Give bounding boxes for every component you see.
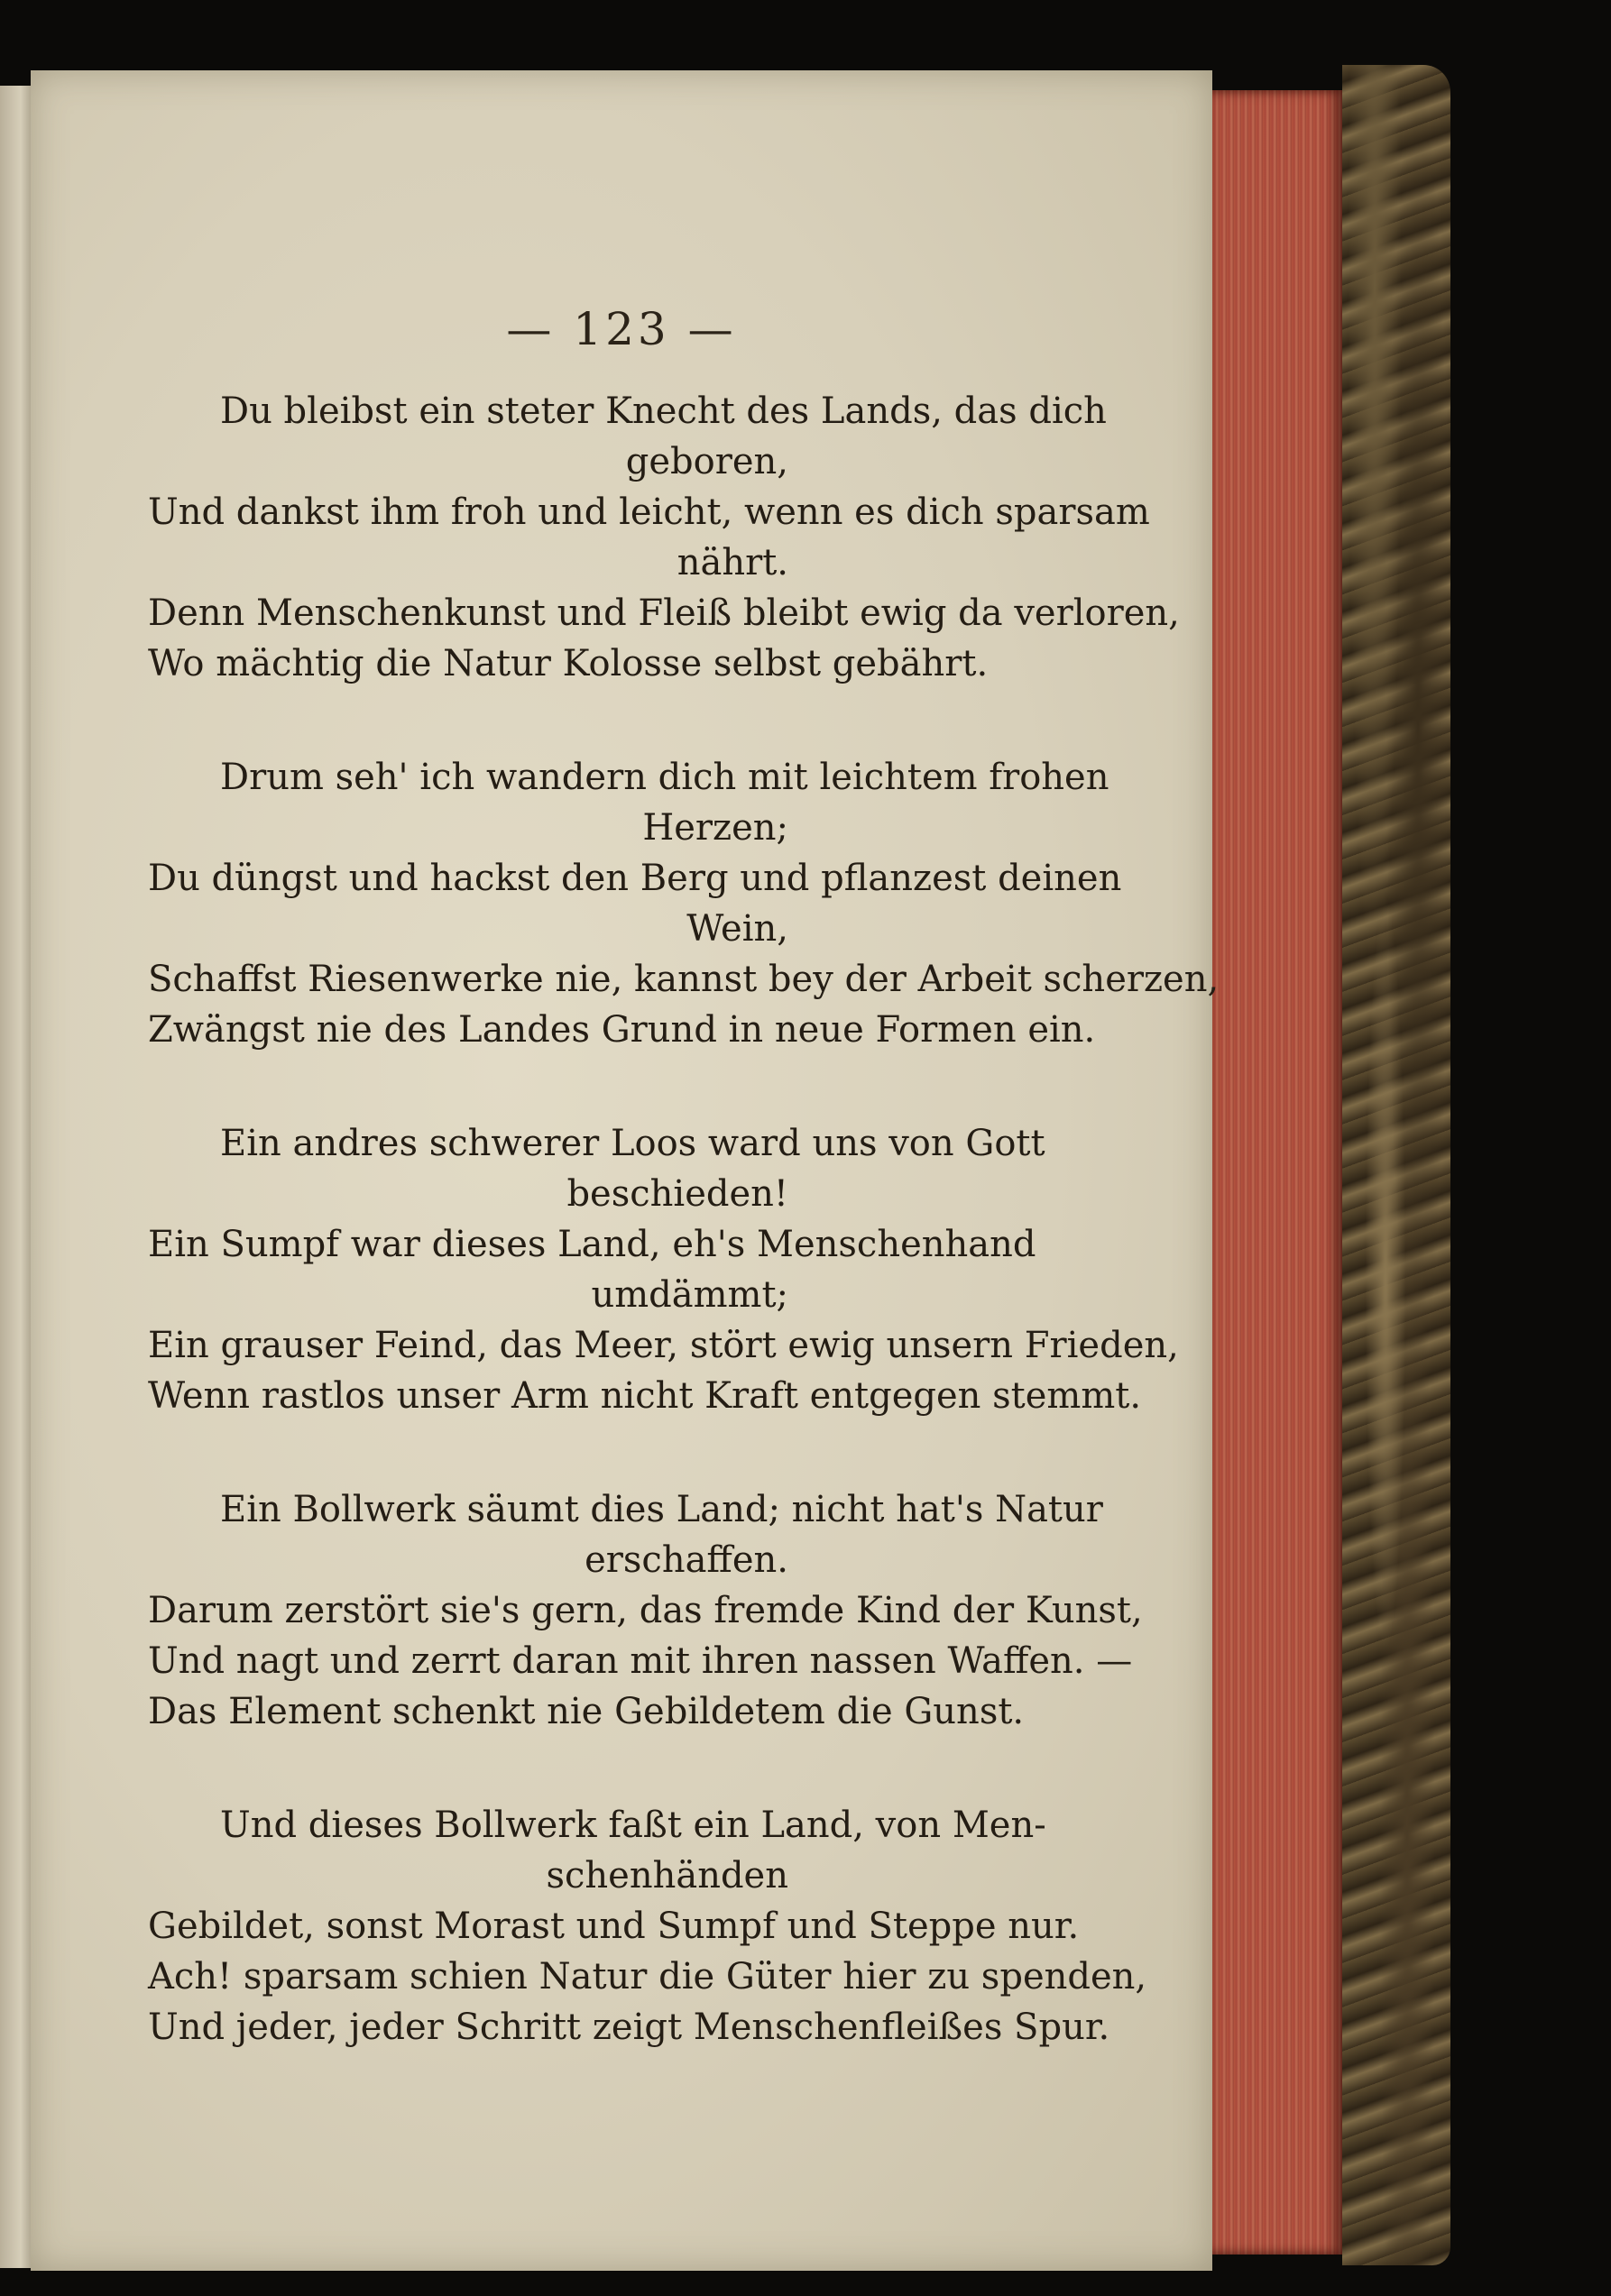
verse-runover: beschieden! <box>566 1173 788 1215</box>
verse-line: Und nagt und zerrt daran mit ihren nassen Waffen. — <box>148 1640 1133 1682</box>
verse-line: Das Element schenkt nie Gebildetem die Gunst. <box>148 1691 1025 1732</box>
verse-runover: erschaffen. <box>585 1539 788 1581</box>
book-page <box>31 70 1220 2271</box>
stanza-3 <box>31 1118 1212 1421</box>
verse-runover: schenhänden <box>546 1855 788 1896</box>
verse-runover: Herzen; <box>642 807 788 849</box>
verse-runover: nährt. <box>677 542 788 583</box>
verse-line: Und dieses Bollwerk faßt ein Land, von Men- <box>220 1805 1046 1846</box>
verse-line: Ein Bollwerk säumt dies Land; nicht hat's Natur <box>220 1489 1103 1530</box>
verse-line: Drum seh' ich wandern dich mit leichtem frohen <box>220 757 1109 798</box>
poem-text <box>31 386 1220 2116</box>
verse-line: Wo mächtig die Natur Kolosse selbst gebährt. <box>148 643 989 684</box>
verse-runover: umdämmt; <box>591 1274 788 1316</box>
stanza-4 <box>31 1484 1212 1737</box>
verse-line: Schaffst Riesenwerke nie, kannst bey der Arbeit scherzen, <box>148 959 1220 1000</box>
verse-line: Ach! sparsam schien Natur die Güter hier zu spenden, <box>148 1956 1147 1998</box>
verse-line: Zwängst nie des Landes Grund in neue Formen ein. <box>148 1009 1096 1051</box>
page-number-header: — 123 — <box>506 303 737 355</box>
verse-line: Und jeder, jeder Schritt zeigt Menschenfleißes Spur. <box>148 2007 1110 2048</box>
page-edges <box>1205 90 1342 2255</box>
verse-runover: Wein, <box>686 908 788 950</box>
verse-line: Ein Sumpf war dieses Land, eh's Menschenhand <box>148 1224 1036 1265</box>
marbled-cover <box>1342 65 1450 2265</box>
verse-line: Wenn rastlos unser Arm nicht Kraft entgegen stemmt. <box>148 1375 1142 1417</box>
verse-line: Gebildet, sonst Morast und Sumpf und Steppe nur. <box>148 1906 1080 1947</box>
verse-line: Denn Menschenkunst und Fleiß bleibt ewig da verloren, <box>148 592 1180 634</box>
verse-line: Ein andres schwerer Loos ward uns von Gott <box>220 1123 1045 1164</box>
stanza-1 <box>31 386 1212 689</box>
verse-runover: geboren, <box>625 441 788 482</box>
stanza-2 <box>31 752 1220 1055</box>
verse-line: Du düngst und hackst den Berg und pflanzest deinen <box>148 858 1122 899</box>
previous-page-edge <box>0 86 34 2268</box>
verse-line: Darum zerstört sie's gern, das fremde Kind der Kunst, <box>148 1590 1143 1631</box>
verse-line: Du bleibst ein steter Knecht des Lands, das dich <box>220 390 1107 432</box>
verse-line: Und dankst ihm froh und leicht, wenn es dich sparsam <box>148 491 1150 533</box>
verse-line: Ein grauser Feind, das Meer, stört ewig unsern Frieden, <box>148 1325 1179 1366</box>
stanza-5 <box>31 1800 1212 2053</box>
